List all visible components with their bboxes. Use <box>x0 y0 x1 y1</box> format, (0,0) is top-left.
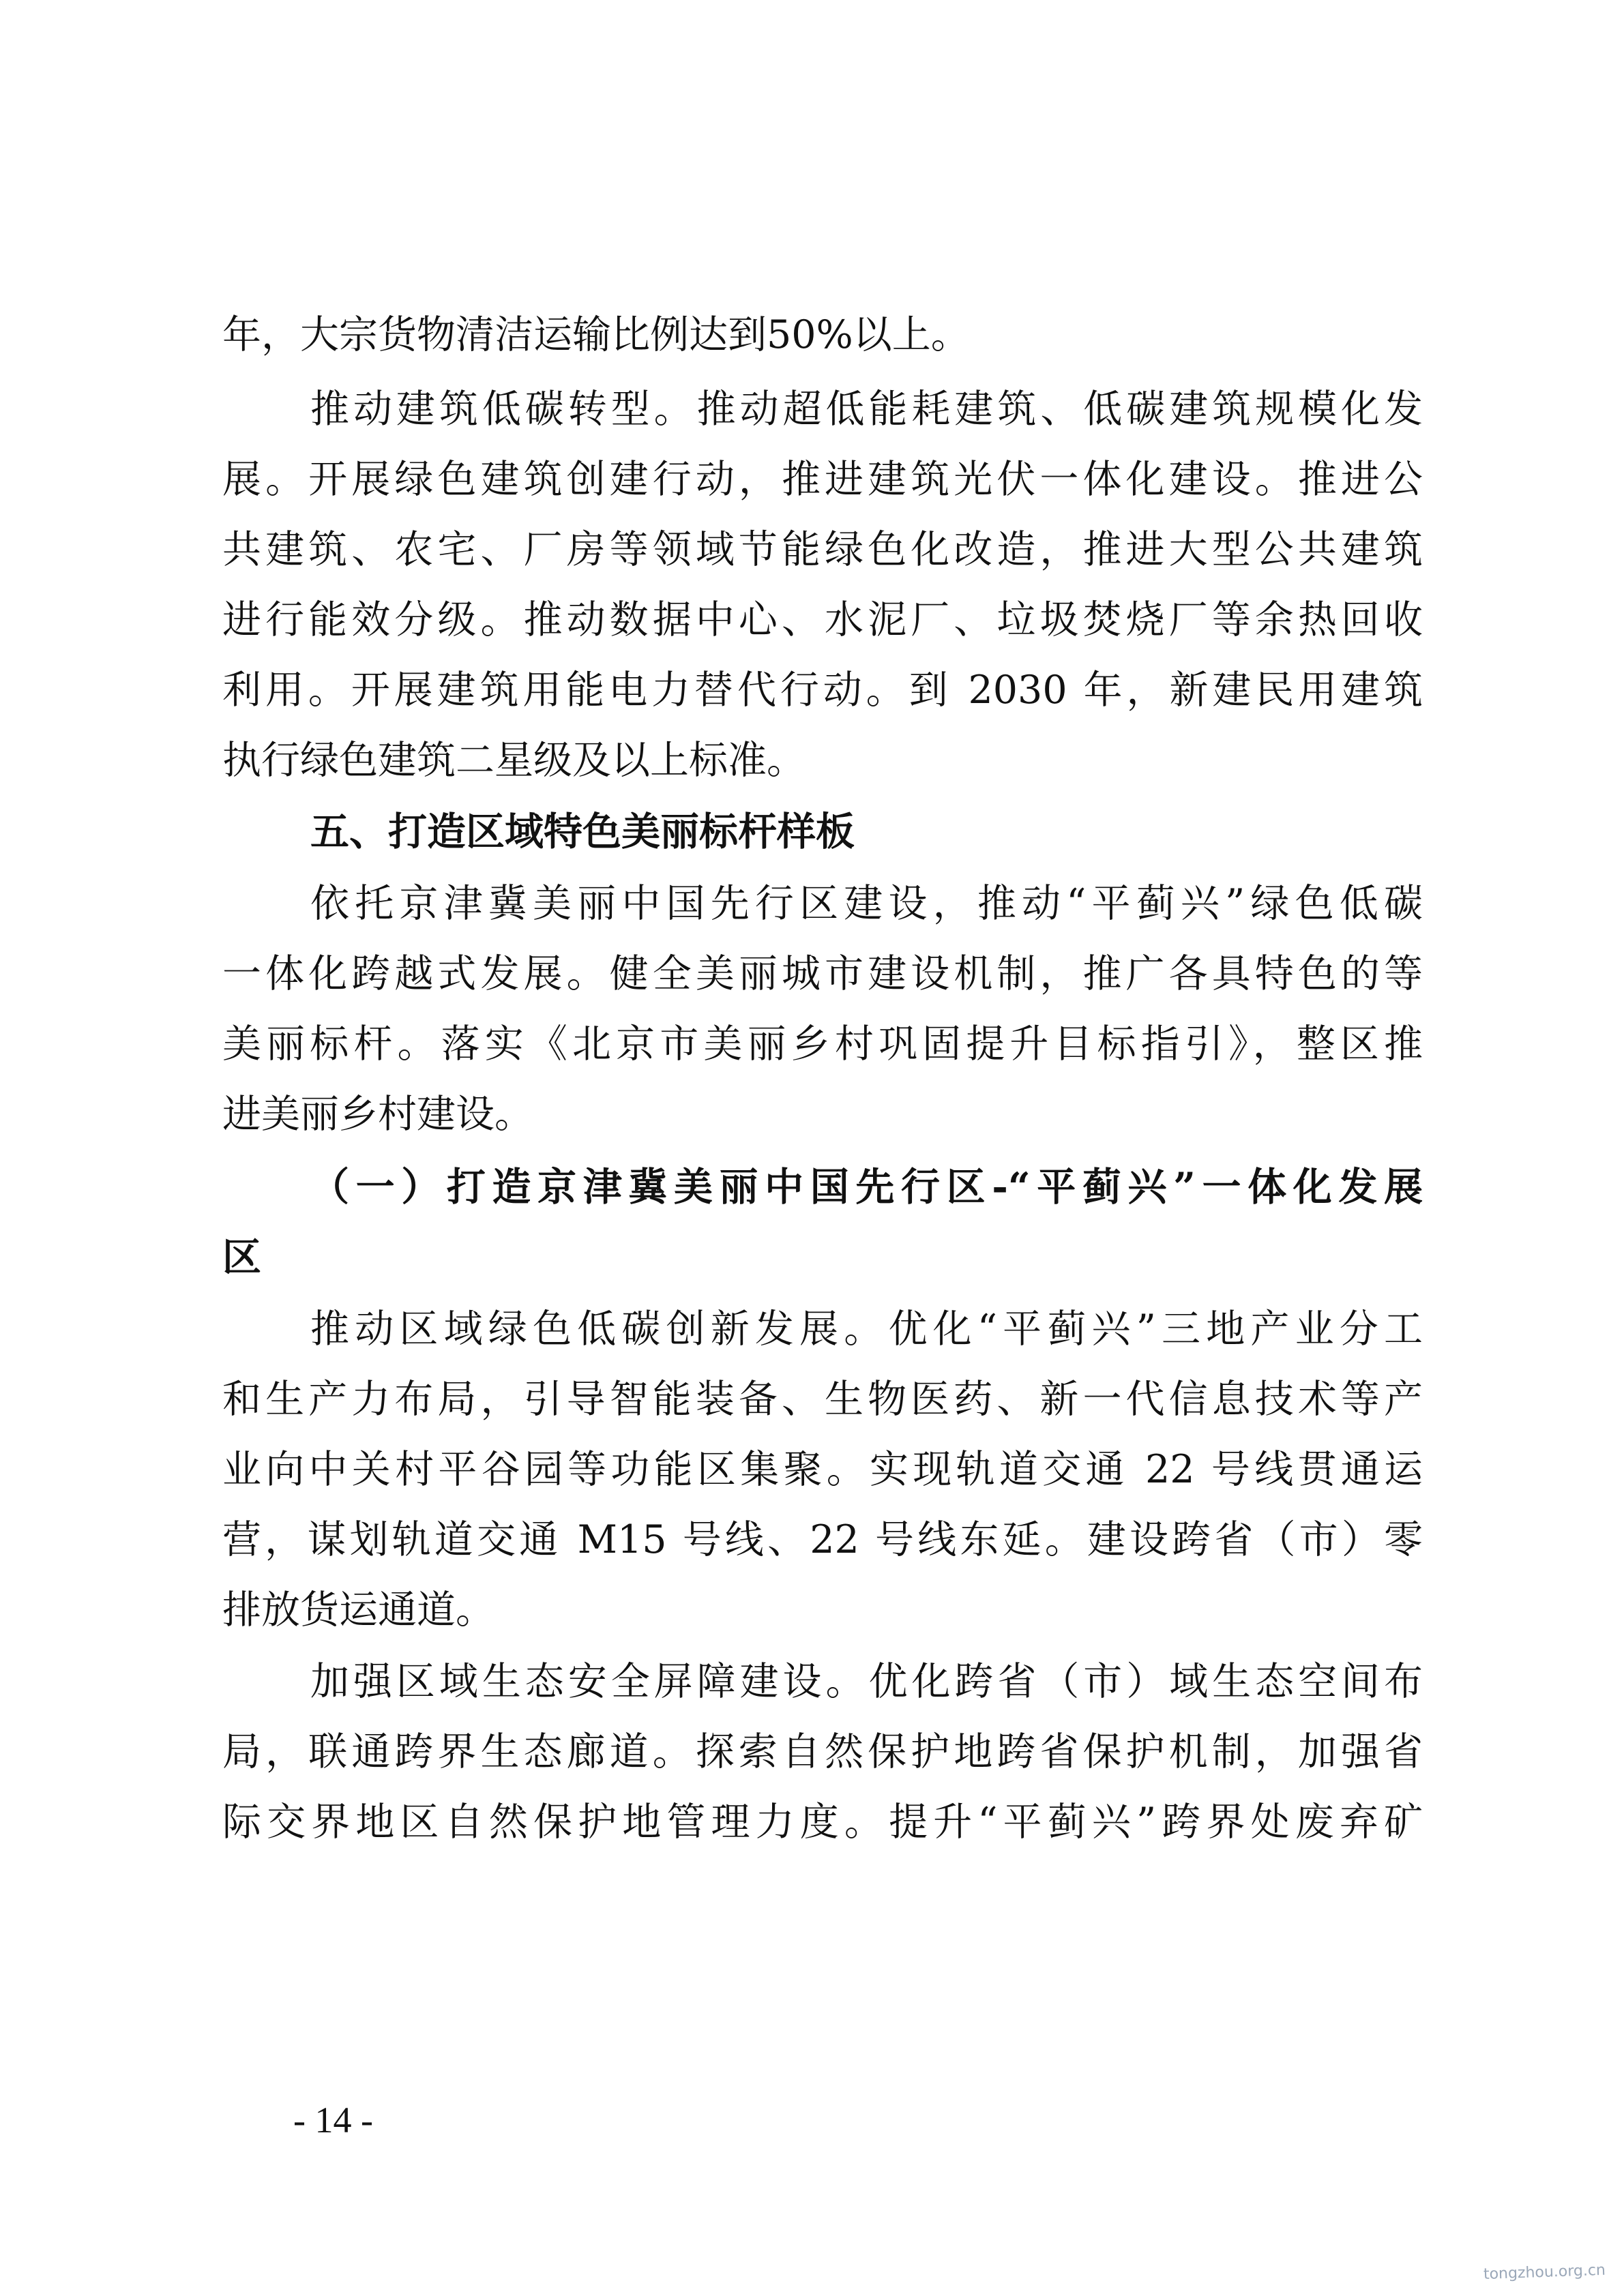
paragraph-line: 美丽标杆。落实《北京市美丽乡村巩固提升目标指引》，整区推 <box>222 1022 1423 1067</box>
page-number: - 14 - <box>293 2100 373 2141</box>
paragraph-line: 展。开展绿色建筑创建行动，推进建筑光伏一体化建设。推进公 <box>222 457 1423 502</box>
paragraph-line: 执行绿色建筑二星级及以上标准。 <box>222 738 806 783</box>
paragraph-line: 依托京津冀美丽中国先行区建设，推动“平蓟兴”绿色低碳 <box>310 881 1423 926</box>
paragraph-line: 和生产力布局，引导智能装备、生物医药、新一代信息技术等产 <box>222 1377 1423 1422</box>
paragraph-line: 利用。开展建筑用能电力替代行动。到 2030 年，新建民用建筑 <box>222 668 1423 713</box>
paragraph-line: 年，大宗货物清洁运输比例达到50%以上。 <box>222 312 970 357</box>
paragraph-line: 一体化跨越式发展。健全美丽城市建设机制，推广各具特色的等 <box>222 951 1423 996</box>
subsection-heading-continuation: 区 <box>222 1234 261 1280</box>
paragraph-line: 局，联通跨界生态廊道。探索自然保护地跨省保护机制，加强省 <box>222 1729 1423 1774</box>
section-heading: 五、打造区域特色美丽标杆样板 <box>310 809 855 854</box>
paragraph-line: 推动建筑低碳转型。推动超低能耗建筑、低碳建筑规模化发 <box>310 387 1423 432</box>
paragraph-line: 推动区域绿色低碳创新发展。优化“平蓟兴”三地产业分工 <box>310 1307 1423 1352</box>
paragraph-line: 际交界地区自然保护地管理力度。提升“平蓟兴”跨界处废弃矿 <box>222 1800 1423 1845</box>
paragraph-line: 进美丽乡村建设。 <box>222 1092 533 1137</box>
paragraph-line: 业向中关村平谷园等功能区集聚。实现轨道交通 22 号线贯通运 <box>222 1447 1423 1492</box>
paragraph-line: 营，谋划轨道交通 M15 号线、22 号线东延。建设跨省（市）零 <box>222 1517 1423 1562</box>
watermark: tongzhou.org.cn <box>1483 2261 1606 2283</box>
subsection-heading: （一）打造京津冀美丽中国先行区-“平蓟兴”一体化发展 <box>310 1164 1423 1210</box>
paragraph-line: 加强区域生态安全屏障建设。优化跨省（市）域生态空间布 <box>310 1659 1423 1704</box>
paragraph-line: 进行能效分级。推动数据中心、水泥厂、垃圾焚烧厂等余热回收 <box>222 597 1423 642</box>
paragraph-line: 共建筑、农宅、厂房等领域节能绿色化改造，推进大型公共建筑 <box>222 527 1423 572</box>
paragraph-line: 排放货运通道。 <box>222 1587 494 1632</box>
